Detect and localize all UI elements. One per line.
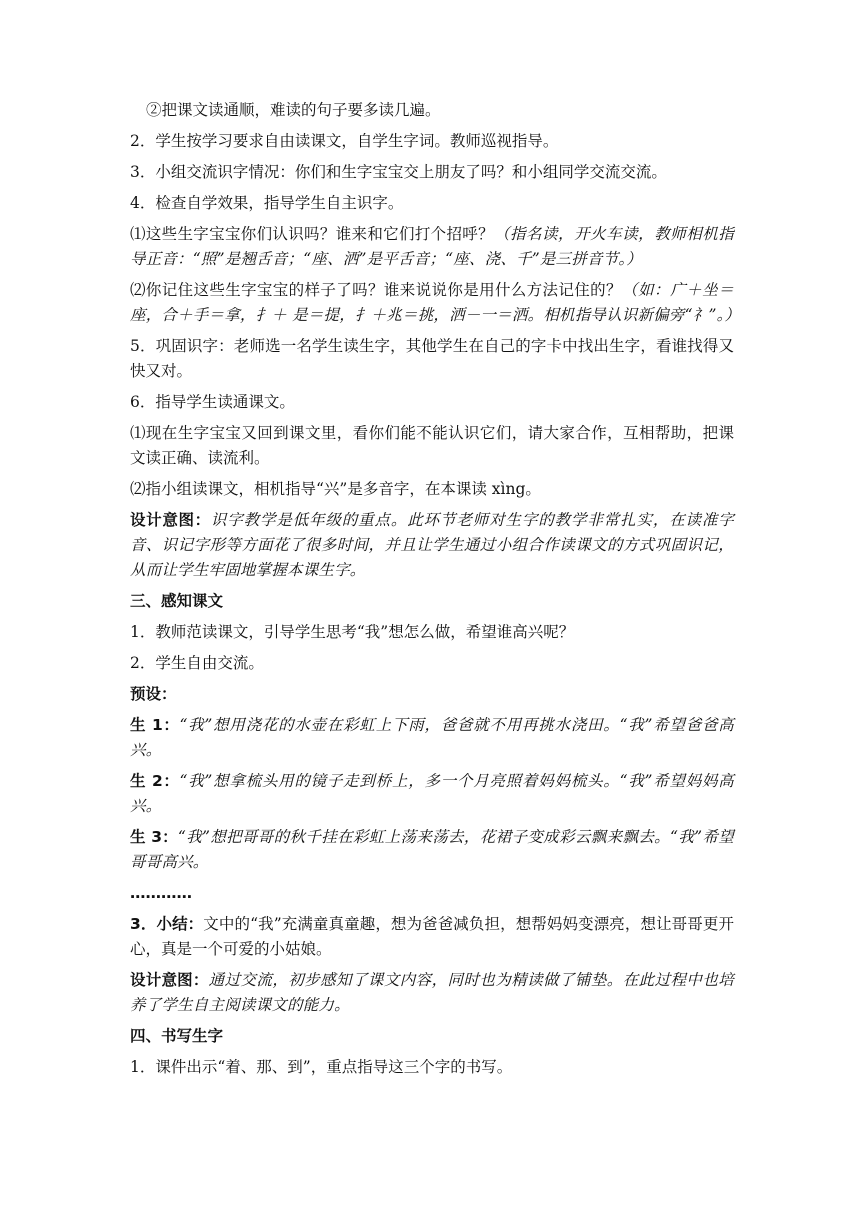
- summary-text: 文中的“我”充满童真童趣，想为爸爸减负担，想帮妈妈变漂亮，想让哥哥更开心，真是一个可爱的小姑娘。: [130, 915, 734, 958]
- student-label: 生 3：: [130, 828, 178, 846]
- step-line: 2．学生按学习要求自由读课文，自学生字词。教师巡视指导。: [130, 132, 559, 150]
- preset-label: 预设：: [130, 685, 177, 703]
- summary: [130, 912, 734, 962]
- student-text: “我”想拿梳头用的镜子走到桥上，多一个月亮照着妈妈梳头。“我”希望妈妈高兴。: [130, 772, 734, 815]
- student-answer: [130, 769, 734, 819]
- design-intent-label: 设计意图：: [130, 971, 209, 989]
- step-line: 2．学生自由交流。: [130, 654, 264, 672]
- sub-step: ⑴现在生字宝宝又回到课文里，看你们能不能认识它们，请大家合作，互相帮助，把课文读正确、读流利。: [130, 424, 734, 467]
- sub-step: ⑵指小组读课文，相机指导“兴”是多音字，在本课读 xìng。: [130, 480, 541, 498]
- student-label: 生 1：: [130, 716, 180, 734]
- sub-step-question: ⑴这些生字宝宝你们认识吗？谁来和它们打个招呼？: [130, 225, 494, 243]
- sub-step-question: ⑵你记住这些生字宝宝的样子了吗？谁来说说你是用什么方法记住的？: [130, 281, 622, 299]
- step-line: 6．指导学生读通课文。: [130, 393, 295, 411]
- student-answer: [130, 713, 734, 763]
- ellipsis: …………: [130, 884, 192, 902]
- step-line: 1．课件出示“着、那、到”，重点指导这三个字的书写。: [130, 1058, 513, 1076]
- student-label: 生 2：: [130, 772, 180, 790]
- step-line: 3．小组交流识字情况：你们和生字宝宝交上朋友了吗？和小组同学交流交流。: [130, 163, 667, 181]
- design-intent: [130, 968, 734, 1018]
- step-line: ②把课文读通顺，难读的句子要多读几遍。: [146, 101, 441, 119]
- document-page: [130, 98, 741, 1086]
- step-line: 5．巩固识字：老师选一名学生读生字，其他学生在自己的字卡中找出生字，看谁找得又快又对。: [130, 337, 734, 380]
- step-line: 1．教师范读课文，引导学生思考“我”想怎么做，希望谁高兴呢？: [130, 623, 575, 641]
- student-answer: [130, 825, 734, 875]
- student-text: “我”想把哥哥的秋千挂在彩虹上荡来荡去，花裙子变成彩云飘来飘去。“我”希望哥哥高兴。: [130, 828, 734, 871]
- design-intent-text: 通过交流，初步感知了课文内容，同时也为精读做了铺垫。在此过程中也培养了学生自主阅读课文的能力。: [130, 971, 734, 1014]
- design-intent-label: 设计意图：: [130, 511, 211, 529]
- section-heading: 四、书写生字: [130, 1027, 224, 1045]
- section-heading: 三、感知课文: [130, 592, 224, 610]
- student-text: “我”想用浇花的水壶在彩虹上下雨，爸爸就不用再挑水浇田。“我”希望爸爸高兴。: [130, 716, 734, 759]
- sub-step: [130, 222, 734, 272]
- sub-step: [130, 278, 741, 328]
- design-intent: [130, 508, 734, 583]
- summary-label: 3．小结：: [130, 915, 204, 933]
- sub-step-note: （如：广＋坐＝座，合＋手＝拿，扌＋ 是＝提，扌＋兆＝挑，洒－一＝洒。相机指导认识新偏旁“礻”。）: [130, 281, 741, 324]
- step-line: 4．检查自学效果，指导学生自主识字。: [130, 194, 404, 212]
- design-intent-text: 识字教学是低年级的重点。此环节老师对生字的教学非常扎实，在读准字音、识记字形等方面花了很多时间，并且让学生通过小组合作读课文的方式巩固识记，从而让学生牢固地掌握本课生字。: [130, 511, 734, 579]
- sub-step-note: （指名读，开火车读，教师相机指导正音：“照”是翘舌音；“座、洒”是平舌音；“座、浇、千”是三拼音节。）: [130, 225, 734, 268]
